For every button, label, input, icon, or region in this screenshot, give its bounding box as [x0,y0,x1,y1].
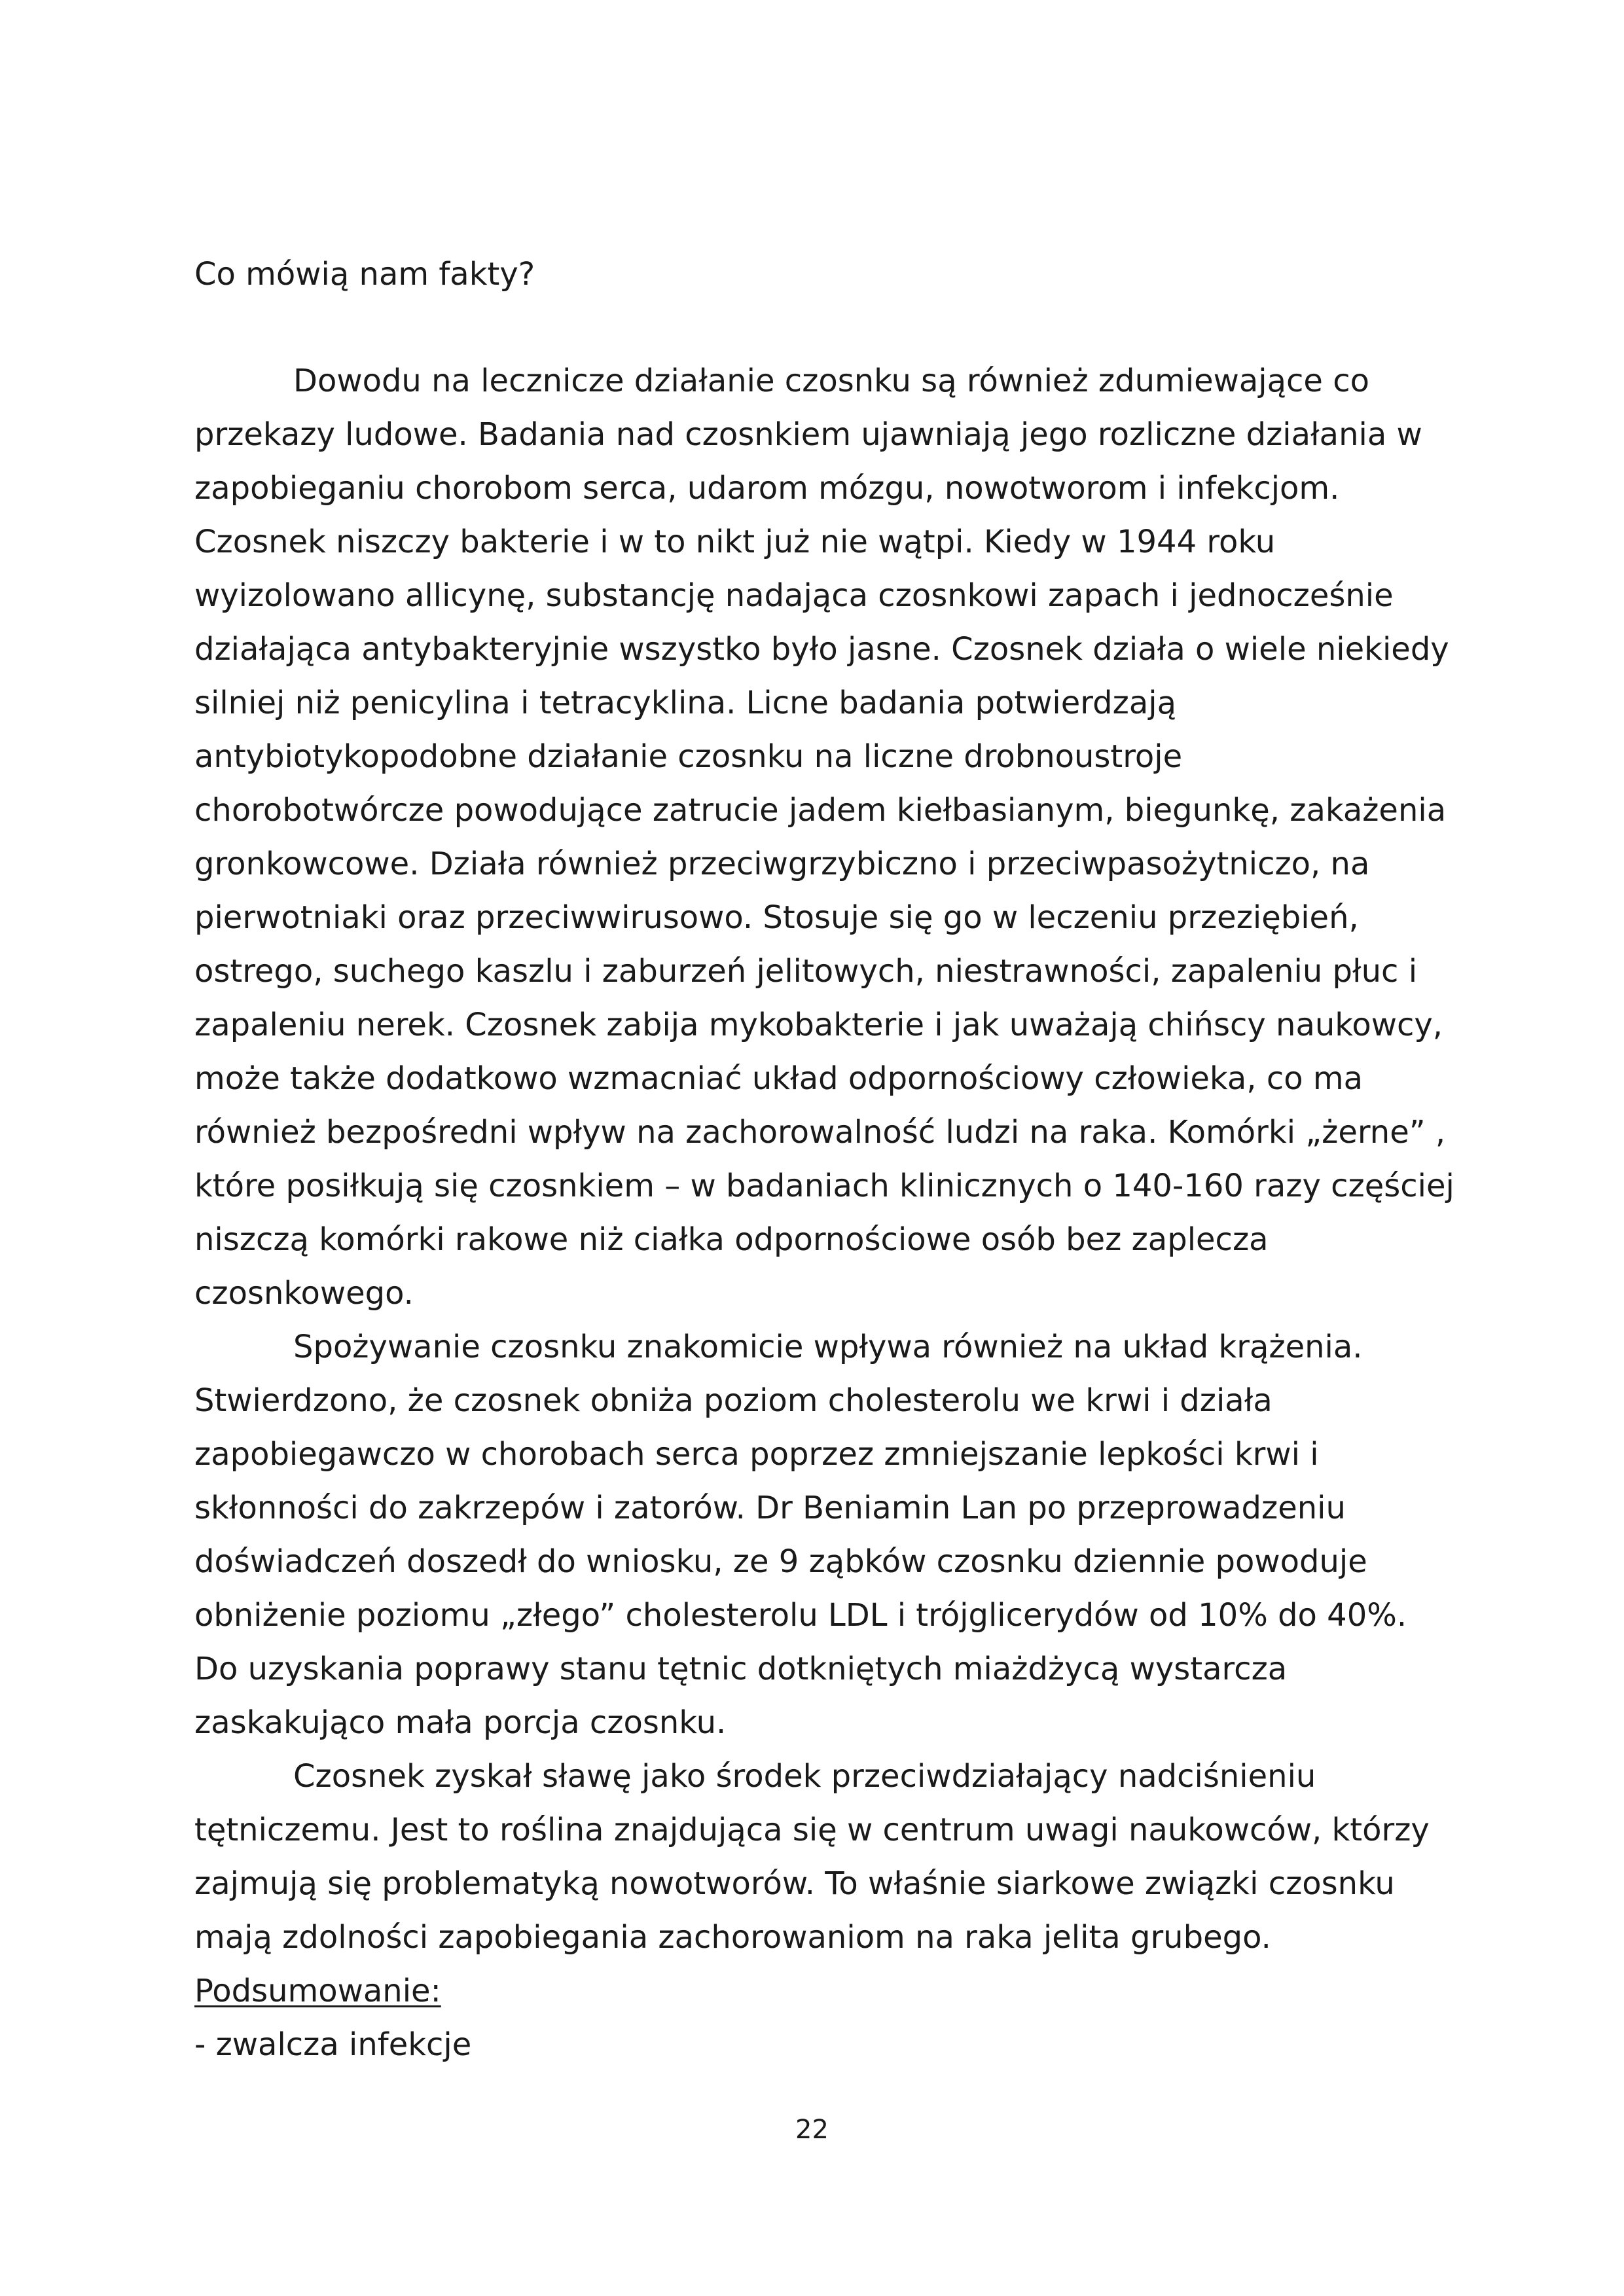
paragraph-line: Spożywanie czosnku znakomicie wpływa również na układ krążenia. [293,1329,1363,1365]
summary-item: - zwalcza infekcje [194,2026,472,2063]
paragraph-line: Do uzyskania poprawy stanu tętnic dotkniętych miażdżycą wystarcza [194,1651,1288,1687]
paragraph-line: wyizolowano allicynę, substancję nadająca czosnkowi zapach i jednocześnie [194,577,1394,614]
paragraph-line: antybiotykopodobne działanie czosnku na liczne drobnoustroje [194,738,1183,775]
paragraph-line: obniżenie poziomu „złego” cholesterolu LDL i trójglicerydów od 10% do 40%. [194,1597,1407,1634]
paragraph-line: skłonności do zakrzepów i zatorów. Dr Beniamin Lan po przeprowadzeniu [194,1490,1346,1526]
paragraph-line: przekazy ludowe. Badania nad czosnkiem ujawniają jego rozliczne działania w [194,416,1422,453]
paragraph-line: ostrego, suchego kaszlu i zaburzeń jelitowych, niestrawności, zapaleniu płuc i [194,953,1418,990]
paragraph-line: Czosnek zyskał sławę jako środek przeciwdziałający nadciśnieniu [293,1758,1316,1795]
paragraph-line: zapobieganiu chorobom serca, udarom mózgu, nowotworom i infekcjom. [194,470,1340,507]
paragraph-line: zajmują się problematyką nowotworów. To właśnie siarkowe związki czosnku [194,1865,1395,1902]
paragraph-line: pierwotniaki oraz przeciwwirusowo. Stosuje się go w leczeniu przeziębień, [194,899,1359,936]
paragraph-line: czosnkowego. [194,1275,414,1312]
paragraph-line: Stwierdzono, że czosnek obniża poziom cholesterolu we krwi i działa [194,1382,1272,1419]
paragraph-line: zapaleniu nerek. Czosnek zabija mykobakterie i jak uważają chińscy naukowcy, [194,1007,1443,1043]
paragraph-line: silniej niż penicylina i tetracyklina. Licne badania potwierdzają [194,685,1176,721]
paragraph-line: zapobiegawczo w chorobach serca poprzez zmniejszanie lepkości krwi i [194,1436,1319,1473]
page-number: 22 [795,2115,829,2145]
section-heading: Co mówią nam fakty? [194,256,535,293]
paragraph-line: niszczą komórki rakowe niż ciałka odpornościowe osób bez zaplecza [194,1221,1269,1258]
paragraph-line: chorobotwórcze powodujące zatrucie jadem kiełbasianym, biegunkę, zakażenia [194,792,1447,829]
paragraph-line: tętniczemu. Jest to roślina znajdująca się w centrum uwagi naukowców, którzy [194,1812,1430,1848]
paragraph-line: które posiłkują się czosnkiem – w badaniach klinicznych o 140-160 razy częściej [194,1168,1454,1204]
paragraph-line: doświadczeń doszedł do wniosku, ze 9 ząbków czosnku dziennie powoduje [194,1543,1367,1580]
paragraph-line: gronkowcowe. Działa również przeciwgrzybiczno i przeciwpasożytniczo, na [194,846,1370,882]
summary-heading: Podsumowanie: [194,1973,441,2009]
paragraph-line: może także dodatkowo wzmacniać układ odpornościowy człowieka, co ma [194,1060,1363,1097]
paragraph-line: Czosnek niszczy bakterie i w to nikt już nie wątpi. Kiedy w 1944 roku [194,524,1276,560]
paragraph-line: Dowodu na lecznicze działanie czosnku są również zdumiewające co [293,363,1369,399]
paragraph-line: zaskakująco mała porcja czosnku. [194,1704,727,1741]
paragraph-line: działająca antybakteryjnie wszystko było jasne. Czosnek działa o wiele niekiedy [194,631,1449,668]
paragraph-line: również bezpośredni wpływ na zachorowalność ludzi na raka. Komórki „żerne” , [194,1114,1446,1151]
paragraph-line: mają zdolności zapobiegania zachorowaniom na raka jelita grubego. [194,1919,1271,1956]
